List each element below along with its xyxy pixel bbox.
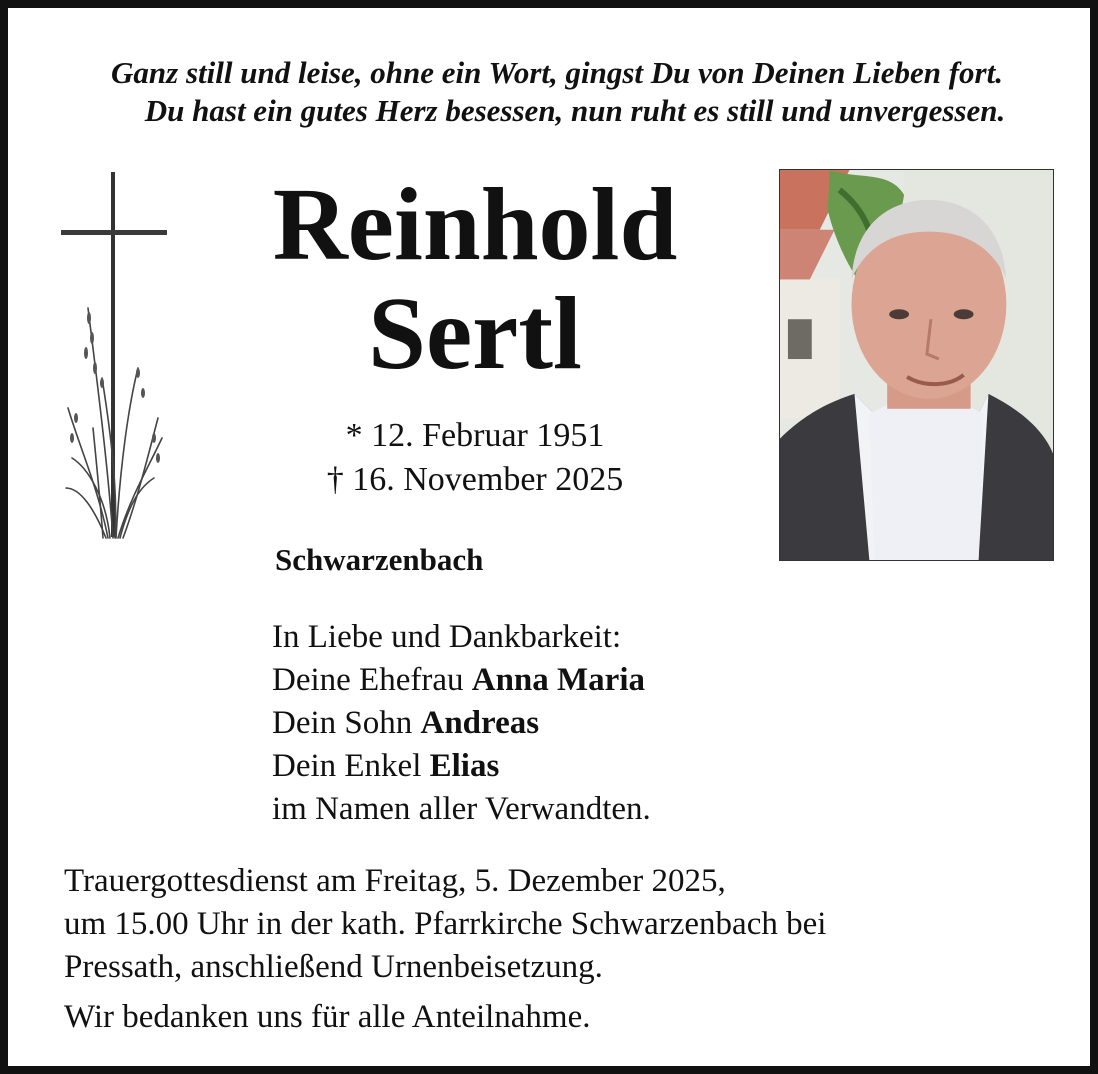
mourners-list bbox=[272, 616, 651, 831]
birth-date: * 12. Februar 1951 bbox=[345, 417, 605, 454]
service-line: um 15.00 Uhr in der kath. Pfarrkirche Schwarzenbach bei bbox=[64, 906, 827, 942]
mourner-name: Elias bbox=[429, 748, 500, 784]
service-line: Pressath, anschließend Urnenbeisetzung. bbox=[64, 949, 603, 985]
mourner-line bbox=[272, 702, 651, 745]
life-dates bbox=[255, 414, 695, 502]
motto-verse bbox=[16, 54, 1098, 130]
mourner-line bbox=[272, 745, 651, 788]
motto-line-1: Ganz still und leise, ohne ein Wort, gingst Du von Deinen Lieben fort. bbox=[111, 55, 1003, 90]
mourner-name: Anna Maria bbox=[471, 662, 645, 698]
mourner-name: Andreas bbox=[420, 705, 540, 741]
deceased-first-name: Reinhold bbox=[272, 167, 678, 282]
mourner-relation: Dein Enkel bbox=[272, 748, 430, 784]
mourner-line bbox=[272, 659, 651, 702]
mourner-relation: Deine Ehefrau bbox=[272, 662, 472, 698]
service-line: Trauergottesdienst am Freitag, 5. Dezember 2025, bbox=[64, 863, 726, 899]
cross-with-grass-icon bbox=[58, 168, 173, 548]
mourners-intro: In Liebe und Dankbarkeit: bbox=[272, 619, 622, 655]
mourner-relation: Dein Sohn bbox=[272, 705, 421, 741]
thanks-note: Wir bedanken uns für alle Anteilnahme. bbox=[64, 999, 591, 1035]
portrait-photo bbox=[779, 169, 1054, 561]
motto-line-2: Du hast ein gutes Herz besessen, nun ruht es still und unvergessen. bbox=[144, 93, 1006, 128]
funeral-service-info bbox=[64, 860, 826, 989]
deceased-last-name: Sertl bbox=[368, 276, 582, 391]
mourners-closing: im Namen aller Verwandten. bbox=[272, 791, 651, 827]
death-date: † 16. November 2025 bbox=[326, 461, 624, 498]
hometown: Schwarzenbach bbox=[275, 542, 484, 577]
